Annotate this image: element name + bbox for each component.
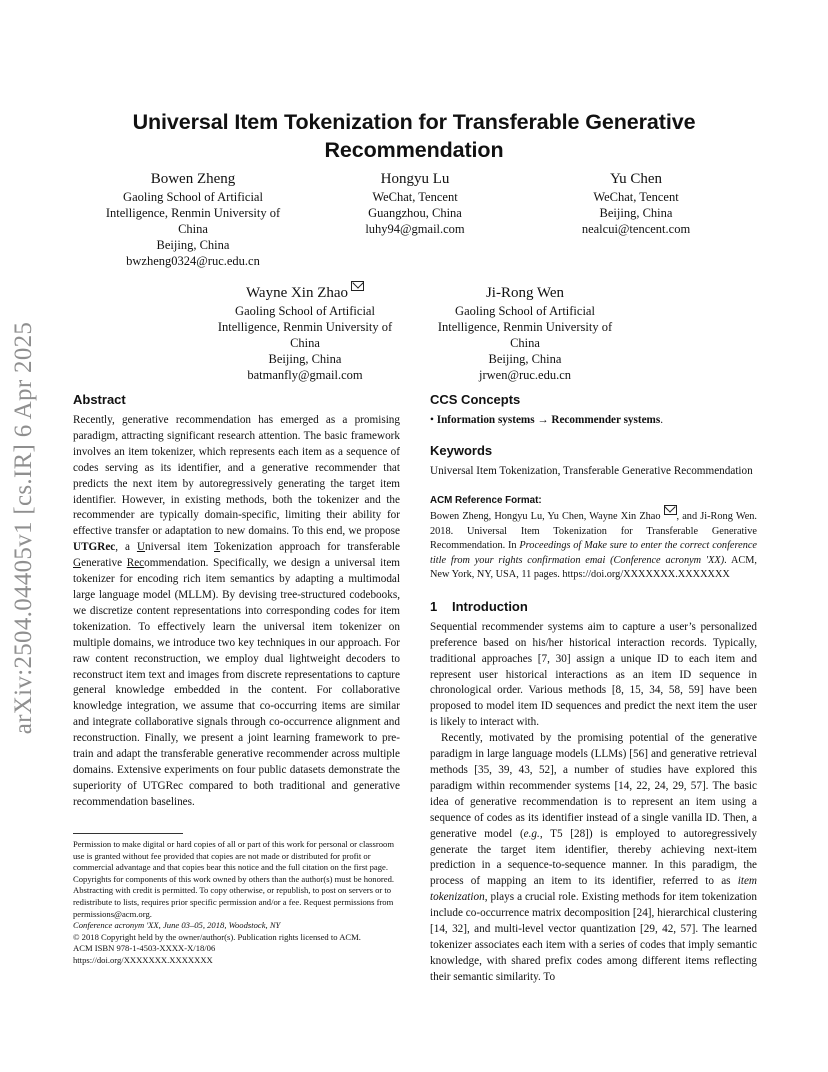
author-name: Yu Chen xyxy=(609,171,663,187)
section-title: Introduction xyxy=(452,598,528,614)
author-location: Beijing, China xyxy=(599,206,673,220)
author-affiliation: Gaoling School of Artificial xyxy=(455,304,595,318)
author-location: Guangzhou, China xyxy=(368,206,462,220)
author-name: Hongyu Lu xyxy=(380,171,450,187)
author-name: Ji-Rong Wen xyxy=(485,285,565,301)
acm-ref-authors: Bowen Zheng, Hongyu Lu, Yu Chen, Wayne Xin Zhao xyxy=(430,511,661,523)
intro-paragraph-1: Sequential recommender systems aim to capture a user’s personalized preference based on his/her historical interaction records. Typically, traditional approaches [7, 30] assign a unique ID to each item and represent user historical interactions as an item ID sequence in chronological order. Various methods [8, 15, 34, 58, 59] have been proposed to model item ID sequences and predict the next item the user is likely to interact with. xyxy=(430,620,757,729)
author-affiliation: Intelligence, Renmin University of xyxy=(217,320,393,334)
title-line-1: Universal Item Tokenization for Transferable Generative xyxy=(132,110,696,134)
acm-reference xyxy=(430,509,757,583)
intro-text-part: Recently, motivated by the promising potential of the generative paradigm in large language models (LLMs) [56] and generative retrieval methods [35, 39, 43, 52], a number of studies have explored this paradigm within recommender systems [14, 22, 24, 29, 57]. The basic idea of generative recommendation is to represent an item using a sequence of codes as its identifier instead of a single vanilla ID. Then, a generative model ( xyxy=(430,732,757,840)
intro-paragraph-2 xyxy=(430,731,757,986)
abstract-text-part: niversal item xyxy=(145,541,215,554)
intro-text-part: , T5 [28]) is employed to autoregressively generate the target item identifier, thereby achieving next-item prediction in a sequence-to-sequence manner. In this paradigm, the process of mapping an item to its identifier, referred to as xyxy=(430,827,757,888)
acm-ref-heading: ACM Reference Format: xyxy=(430,494,542,506)
author-block-4 xyxy=(194,284,416,383)
author-block-3 xyxy=(546,170,726,237)
acronym-letter: U xyxy=(136,541,146,554)
author-affiliation: WeChat, Tencent xyxy=(372,190,458,204)
doi-line: https://doi.org/XXXXXXX.XXXXXXX xyxy=(73,954,213,965)
abstract-text-part: enerative xyxy=(81,557,127,570)
author-affiliation: Gaoling School of Artificial xyxy=(235,304,375,318)
ccs-concepts xyxy=(430,413,757,429)
author-affiliation: Gaoling School of Artificial xyxy=(123,190,263,204)
author-block-2 xyxy=(320,170,510,237)
author-block-1 xyxy=(82,170,304,269)
author-affiliation: China xyxy=(510,336,540,350)
permission-footnote xyxy=(73,833,400,967)
paper-title xyxy=(90,108,738,164)
arxiv-identifier: arXiv:2504.04405v1 [cs.IR] 6 Apr 2025 xyxy=(10,321,37,735)
isbn-line: ACM ISBN 978-1-4503-XXXX-X/18/06 xyxy=(73,943,216,954)
author-affiliation: Intelligence, Renmin University of xyxy=(437,320,613,334)
ccs-item: Recommender systems xyxy=(551,414,661,426)
author-name-row xyxy=(194,284,416,302)
author-name: Bowen Zheng xyxy=(150,171,236,187)
footnote-rule xyxy=(73,833,183,834)
intro-text-italic: item tokenization xyxy=(430,875,757,904)
section-number: 1 xyxy=(430,598,438,614)
intro-text-italic: e.g. xyxy=(523,827,540,840)
keywords-text: Universal Item Tokenization, Transferable Generative Recommendation xyxy=(430,464,753,477)
ccs-end: . xyxy=(660,414,664,426)
abstract-text-part: okenization approach for transferable xyxy=(220,541,400,554)
acm-ref-venue: Proceedings of Make sure to enter the correct conference title from your rights confirmation emai (Conference acronym 'XX) xyxy=(430,540,757,566)
author-block-5 xyxy=(414,284,636,383)
author-affiliation: Intelligence, Renmin University of xyxy=(105,206,281,220)
copyright-line: © 2018 Copyright held by the owner/author(s). Publication rights licensed to ACM. xyxy=(73,931,361,942)
author-location: Beijing, China xyxy=(156,238,230,252)
permission-text: Permission to make digital or hard copies of all or part of this work for personal or classroom use is granted without fee provided that copies are not made or distributed for profit or commercial advantage and that copies bear this notice and the full citation on the first page. Copyrights for components of this work owned by others than the author(s) must be honored. Abstracting with credit is permitted. To copy otherwise, or republish, to post on servers or to redistribute to lists, requires prior specific permission and/or a fee. Request permissions from permissions@acm.org. xyxy=(73,839,395,919)
author-email: batmanfly@gmail.com xyxy=(247,368,363,382)
keywords-heading: Keywords xyxy=(430,442,493,458)
author-email: luhy94@gmail.com xyxy=(365,222,465,236)
author-email: nealcui@tencent.com xyxy=(581,222,691,236)
envelope-icon xyxy=(664,505,677,515)
conference-line: Conference acronym 'XX, June 03–05, 2018, Woodstock, NY xyxy=(73,920,281,931)
author-email: jrwen@ruc.edu.cn xyxy=(478,368,572,382)
author-affiliation: China xyxy=(290,336,320,350)
ccs-heading: CCS Concepts xyxy=(430,392,521,407)
author-name: Wayne Xin Zhao xyxy=(245,285,349,301)
arxiv-sidebar xyxy=(0,0,40,1072)
abstract-text xyxy=(73,413,400,811)
intro-heading xyxy=(430,599,757,615)
abstract-text-part: , a xyxy=(115,541,137,554)
acm-ref-text: . ACM, New York, NY, USA, 11 pages. https://doi.org/XXXXXXX.XXXXXXX xyxy=(430,554,757,581)
envelope-icon xyxy=(351,281,364,291)
abstract-heading: Abstract xyxy=(73,392,126,407)
bullet: • xyxy=(430,414,437,426)
intro-text-part: , plays a crucial role. Existing methods for item tokenization include co-occurrence matrix decomposition [24], hierarchical clustering [14, 32], and multi-level vector quantization [29, 42, 57]. The learned tokenizer associates each item with a series of codes that imply semantic knowledge, with shared prefix codes among different items reflecting their semantic similarity. To xyxy=(430,891,757,983)
acronym-letter: Rec xyxy=(126,557,145,570)
abstract-section xyxy=(73,392,400,811)
abstract-text-part: Recently, generative recommendation has emerged as a promising paradigm, attracting significant research attention. The basic framework involves an item tokenizer, which represents each item as a sequence of codes serving as its identifier, and a generative recommender that predicts the next item by autoregressively generating the target item identifier. However, in existing methods, both the tokenizer and the recommender are typically domain-specific, limiting their ability for effective transfer or adaptation to new domains. To this end, we propose xyxy=(73,414,400,538)
right-column xyxy=(430,392,757,986)
author-email: bwzheng0324@ruc.edu.cn xyxy=(126,254,260,268)
author-affiliation: WeChat, Tencent xyxy=(593,190,679,204)
author-affiliation: China xyxy=(178,222,208,236)
ccs-item: Information systems xyxy=(436,414,535,426)
title-line-2: Recommendation xyxy=(324,138,504,162)
author-location: Beijing, China xyxy=(488,352,562,366)
acronym-letter: G xyxy=(73,557,82,570)
acm-ref-text: , and Ji-Rong Wen. 2018. Universal Item Tokenization for Transferable Generative Recommendation. In xyxy=(430,511,757,552)
ccs-arrow: → xyxy=(534,414,552,426)
acronym-letter: T xyxy=(214,541,221,554)
method-name: UTGRec xyxy=(73,541,116,554)
abstract-text-part: ommendation. Specifically, we design a universal item tokenizer for encoding rich item semantics by adapting a multimodal large language model (MLLM). By devising tree-structured codebooks, we discretize content representations into corresponding codes for item tokenization. To effectively learn the universal item tokenizer on multiple domains, we introduce two key techniques in our approach. For raw content reconstruction, we employ dual lightweight decoders to reconstruct item text and images from discrete representations to capture general knowledge embedded in the content. For collaborative knowledge integration, we assume that co-occurring items are similar and integrate collaborative signals through co-occurrence alignment and reconstruction. Finally, we present a joint learning framework to pre-train and adapt the transferable generative recommender across multiple domains. Extensive experiments on four public datasets demonstrate the superiority of UTGRec compared to both traditional and generative recommendation baselines. xyxy=(73,557,400,808)
author-location: Beijing, China xyxy=(268,352,342,366)
acm-ref-heading-wrap xyxy=(430,494,757,509)
